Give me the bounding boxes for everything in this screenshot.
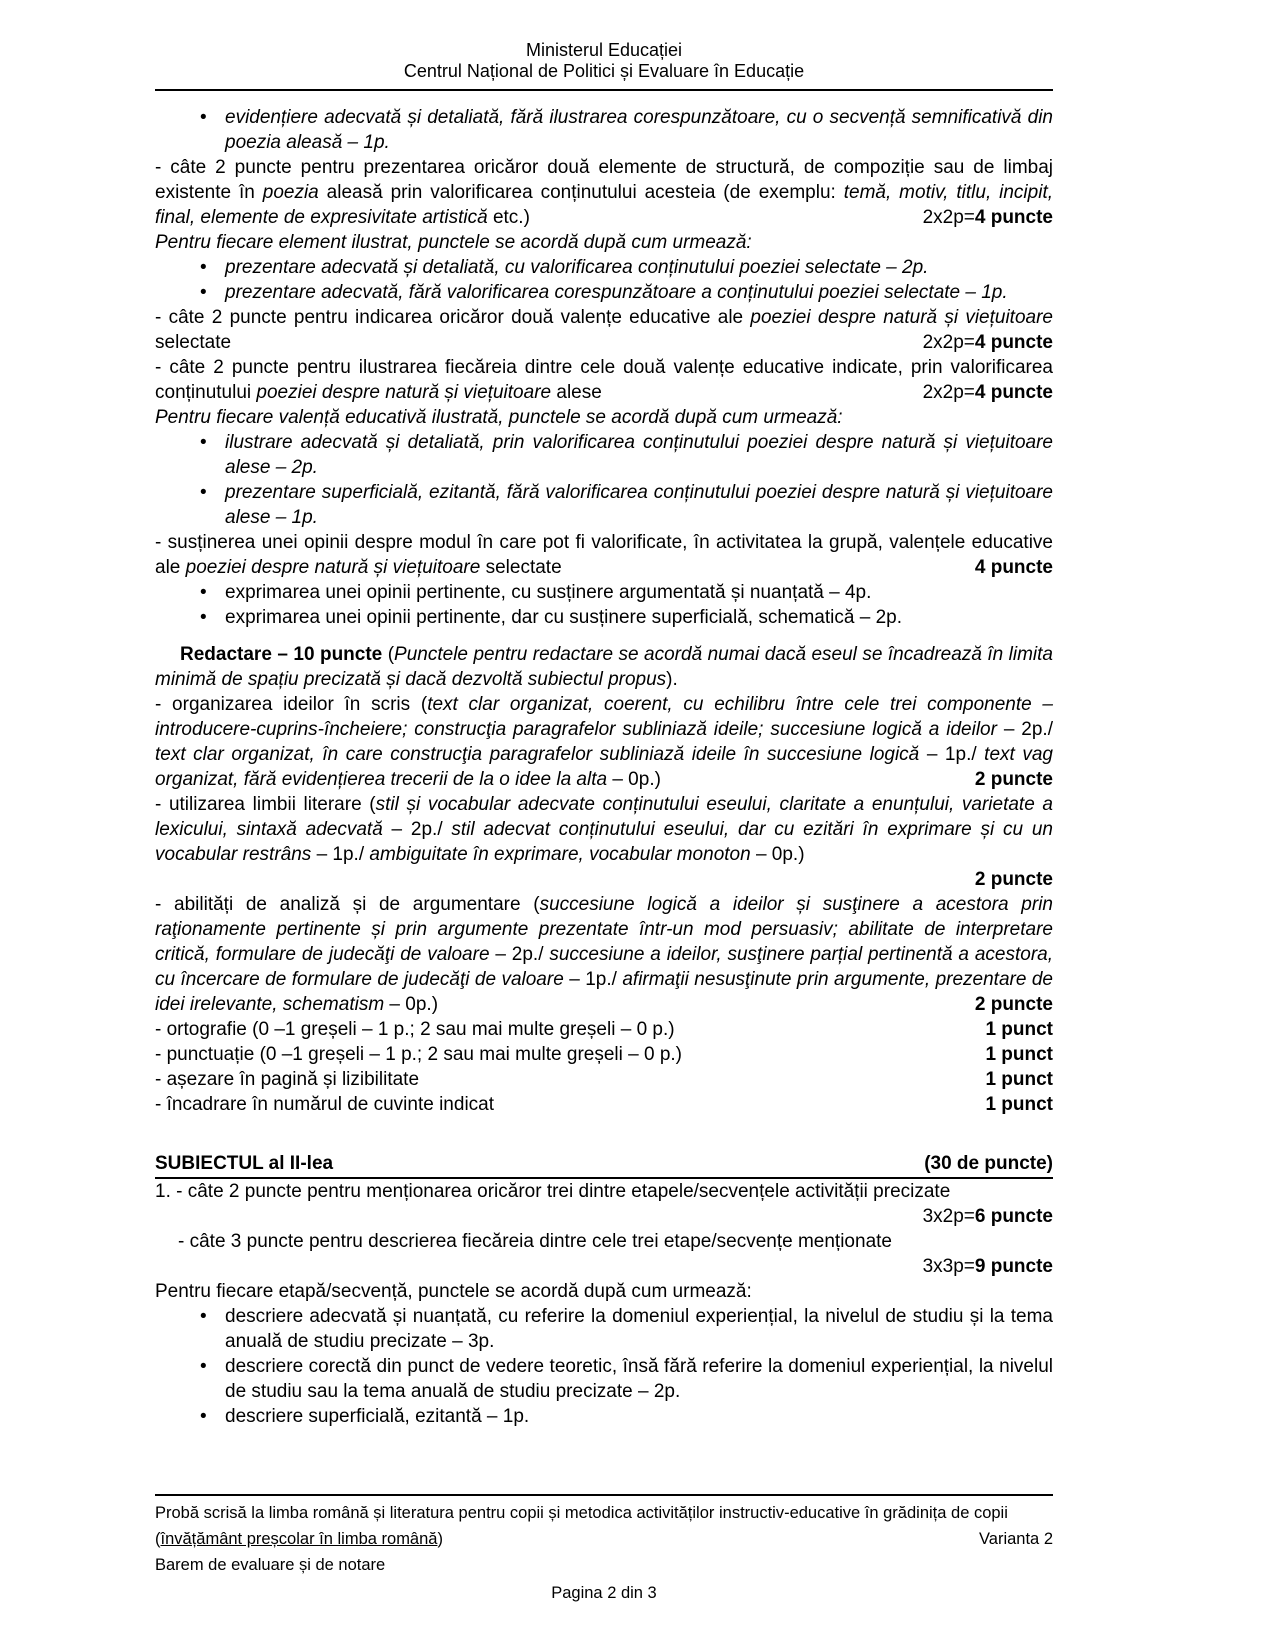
text-segment: Pentru fiecare etapă/secvență, punctele se acordă după cum urmează: [155,1281,752,1302]
paragraph [155,1067,1053,1092]
text-segment: - utilizarea limbii literare ( [155,794,376,815]
section-heading [155,1151,1053,1179]
text-segment: - câte 2 puncte pentru indicarea oricăror două valențe educative ale [155,307,751,328]
points-value [977,1067,1053,1092]
points-value [977,1092,1053,1117]
variant-label: Varianta 2 [979,1530,1053,1548]
bullet-icon: • [200,1356,207,1377]
text-segment: Punctele pentru redactare se acordă numai dacă eseul se încadrează în limita minimă de spațiu precizată și dacă dezvoltă subiectul propus [155,644,1053,690]
text-segment: 1 punct [985,1044,1053,1065]
paragraph [155,692,1053,792]
text-segment: 2 puncte [974,994,1053,1015]
text-segment: – 1p./ [919,744,985,765]
text-segment: - punctuație (0 –1 greșeli – 1 p.; 2 sau mai multe greșeli – 0 p.) [155,1044,682,1065]
text-segment: exprimarea unei opinii pertinente, cu susținere argumentată și nuanțată – 4p. [225,582,872,603]
points-value [967,767,1053,792]
text-segment: Redactare – 10 puncte [180,644,388,665]
text-segment: - câte 3 puncte pentru descrierea fiecăreia dintre cele trei etape/secvențe menționate [178,1231,892,1252]
text-segment: etc.) [487,207,530,228]
text-segment: evidențiere adecvată și detaliată, fără ilustrarea corespunzătoare, cu o secvență semnificativă din poezia aleasă – 1p. [225,107,1053,153]
bullet-icon: • [200,257,207,278]
bullet-item [200,105,1053,155]
paragraph [155,155,1053,230]
footer-barem-line: Barem de evaluare și de notare [155,1556,386,1574]
text-segment: Pentru fiecare element ilustrat, punctele se acordă după cum urmează: [155,232,752,253]
text-segment: ). [666,669,678,690]
bullet-icon: • [200,582,207,603]
text-segment: ilustrare adecvată și detaliată, prin valorificarea conținutului poeziei despre natură și viețuitoare alese – 2p. [225,432,1053,478]
text-segment: poezia [262,182,319,203]
paragraph [155,792,1053,867]
text-segment: alese [551,382,602,403]
text-segment: 3x2p= [922,1206,975,1227]
text-segment: 2x2p= [922,382,975,403]
text-segment: selectate [155,332,232,353]
page-footer [155,1494,1053,1606]
text-segment: 1. - câte 2 puncte pentru menționarea oricăror trei dintre etapele/secvențele activității precizate [155,1181,951,1202]
spacer [155,1117,1053,1151]
bullet-item [200,1404,1053,1429]
text-segment: – 1p./ [563,969,623,990]
points-value [977,1042,1053,1067]
bullet-text [225,1404,1053,1429]
text-segment: 4 puncte [974,332,1053,353]
bullet-text [225,280,1053,305]
document-header [155,40,1053,91]
text-segment: afirmaţii nesusţinute prin argumente, prezentare de idei irelevante, schematism [155,969,1053,1015]
text-segment: succesiune logică a ideilor și susţinere a acestora prin raţionamente pertinente și prin argumente prezentate într-un mod persuasiv; abilitate de interpretare critică, formulare de judecăţi de valoare [155,894,1053,965]
points-line [155,867,1053,892]
text-segment: descriere superficială, ezitantă – 1p. [225,1406,530,1427]
text-segment: ambiguitate în exprimare, vocabular monoton [369,844,751,865]
text-segment: ) [437,1530,443,1548]
text-segment: 3x3p= [922,1256,975,1277]
paragraph [155,305,1053,355]
text-segment: 2 puncte [974,769,1053,790]
header-center-line: Centrul Național de Politici și Evaluare în Educație [403,61,805,81]
bullet-text [225,105,1053,155]
text-segment: descriere adecvată și nuanțată, cu referire la domeniul experiențial, la nivelul de studiu și la tema anuală de studiu precizate – 3p. [225,1306,1053,1352]
text-segment: – 0p.) [750,844,805,865]
points-value [915,330,1053,355]
text-segment: - câte 2 puncte pentru ilustrarea fiecăreia dintre cele două valențe educative indicate, prin valorificarea conținutului [155,357,1053,403]
points-line [155,1204,1053,1229]
text-segment: poeziei despre natură și viețuitoare [256,382,552,403]
points-value [977,1017,1053,1042]
paragraph [155,1042,1053,1067]
points-value [915,205,1053,230]
page-number: Pagina 2 din 3 [551,1584,657,1602]
text-segment: selectate [480,557,562,578]
bullet-text [225,605,1053,630]
text-segment: – 2p./ [489,944,550,965]
bullet-item [200,580,1053,605]
text-segment: 4 puncte [974,557,1053,578]
text-segment: - susținerea unei opinii despre modul în care pot fi valorificate, în activitatea la grupă, valențele educative ale [155,532,1053,578]
text-segment: descriere corectă din punct de vedere teoretic, însă fără referire la domeniul experiențial, la nivelul de studiu sau la tema anuală de studiu precizate – 2p. [225,1356,1053,1402]
text-segment: succesiune a ideilor, susţinere parțial pertinentă a acestora, cu încercare de formulare de judecăţi de valoare [155,944,1053,990]
points-line [155,1254,1053,1279]
text-segment: – 0p.) [607,769,661,790]
paragraph [155,642,1053,692]
text-segment: Pentru fiecare valență educativă ilustrată, punctele se acordă după cum urmează: [155,407,843,428]
paragraph [178,1229,1053,1254]
text-segment: - câte 2 puncte pentru prezentarea oricăror două elemente de structură, de compoziție sau de limbaj existente în [155,157,1053,203]
text-segment: 2x2p= [922,332,975,353]
text-segment: 2x2p= [922,207,975,228]
text-segment: prezentare superficială, ezitantă, fără valorificarea conținutului poeziei despre natură și viețuitoare alese – 1p. [225,482,1053,528]
text-segment: 9 puncte [974,1256,1053,1277]
text-segment: poeziei despre natură și viețuitoare [750,307,1053,328]
bullet-icon: • [200,282,207,303]
text-segment: stil și vocabular adecvate conținutului eseului, claritate a enunțului, varietate a lexicului, sintaxă adecvată [155,794,1053,840]
bullet-text [225,580,1053,605]
bullet-icon: • [200,1406,207,1427]
text-segment: – 0p.) [384,994,439,1015]
text-segment: - încadrare în numărul de cuvinte indicat [155,1094,495,1115]
text-segment: – 2p./ [996,719,1053,740]
footer-paragraph [155,1500,1053,1552]
text-segment: prezentare adecvată, fără valorificarea corespunzătoare a conținutului poeziei selectate – 1p. [225,282,1008,303]
paragraph [155,230,1053,255]
points-value [967,555,1053,580]
paragraph [155,405,1053,430]
bullet-icon: • [200,607,207,628]
text-segment: – 1p./ [311,844,370,865]
bullet-text [225,480,1053,530]
bullet-icon: • [200,1306,207,1327]
text-segment: text clar organizat, coerent, cu echilibru între cele trei componente – introducere-cuprins-încheiere; construcţia paragrafelor subliniază ideile; succesiune logică a ideilor [155,694,1053,740]
text-segment: SUBIECTUL al II-lea [155,1153,334,1174]
bullet-item [200,280,1053,305]
bullet-item [200,605,1053,630]
text-segment: poeziei despre natură și viețuitoare [185,557,481,578]
text-segment: 1 punct [985,1019,1053,1040]
bullet-item [200,255,1053,280]
text-segment: - ortografie (0 –1 greșeli – 1 p.; 2 sau mai multe greșeli – 0 p.) [155,1019,675,1040]
paragraph [155,1017,1053,1042]
document-body [155,105,1053,1429]
bullet-item [200,480,1053,530]
text-segment: 1 punct [985,1094,1053,1115]
text-segment: text clar organizat, în care construcţia paragrafelor subliniază ideile în succesiune logică [155,744,920,765]
section-points [924,1151,1053,1176]
bullet-text [225,1304,1053,1354]
bullet-icon: • [200,482,207,503]
text-segment: ( [387,644,395,665]
spacer [155,630,1053,642]
points-value [915,380,1053,405]
text-segment: - așezare în pagină și lizibilitate [155,1069,420,1090]
bullet-text [225,255,1053,280]
text-segment: (30 de puncte) [924,1153,1053,1174]
text-segment: – 2p./ [382,819,452,840]
text-segment: - organizarea ideilor în scris ( [155,694,428,715]
text-segment: prezentare adecvată și detaliată, cu valorificarea conținutului poeziei selectate – 2p. [225,257,929,278]
paragraph [155,530,1053,580]
text-segment: 4 puncte [974,207,1053,228]
paragraph [155,892,1053,1017]
paragraph [155,1279,1053,1304]
header-ministry-line: Ministerul Educației [525,40,683,60]
bullet-item [200,1304,1053,1354]
paragraph [155,1179,1053,1204]
text-segment: - abilități de analiză și de argumentare ( [155,894,540,915]
text-segment: 1 punct [985,1069,1053,1090]
text-segment: exprimarea unei opinii pertinente, dar cu susținere superficială, schematică – 2p. [225,607,902,628]
bullet-item [200,1354,1053,1404]
text-segment: Probă scrisă la limba română și literatura pentru copii și metodica activităților instructiv-educative în grădinița de copii ( [155,1504,1008,1548]
text-segment: învățământ preșcolar în limba română [160,1530,438,1548]
footer-exam-description [155,1504,1008,1548]
text-segment: 4 puncte [974,382,1053,403]
text-segment: 2 puncte [974,869,1053,890]
bullet-text [225,1354,1053,1404]
text-segment: 6 puncte [974,1206,1053,1227]
text-segment: aleasă prin valorificarea conținutului acesteia (de exemplu: [318,182,844,203]
bullet-icon: • [200,107,207,128]
bullet-text [225,430,1053,480]
section-title [155,1151,333,1176]
document-content [155,40,1053,1429]
points-value [967,992,1053,1017]
bullet-icon: • [200,432,207,453]
bullet-item [200,430,1053,480]
text-segment: text vag organizat, fără evidențierea trecerii de la o idee la alta [155,744,1053,790]
paragraph [155,355,1053,405]
text-segment: stil adecvat conținutului eseului, dar cu ezitări în exprimare și cu un vocabular restrâns [155,819,1053,865]
paragraph [155,1092,1053,1117]
text-segment: temă, motiv, titlu, incipit, final, elemente de expresivitate artistică [155,182,1053,228]
